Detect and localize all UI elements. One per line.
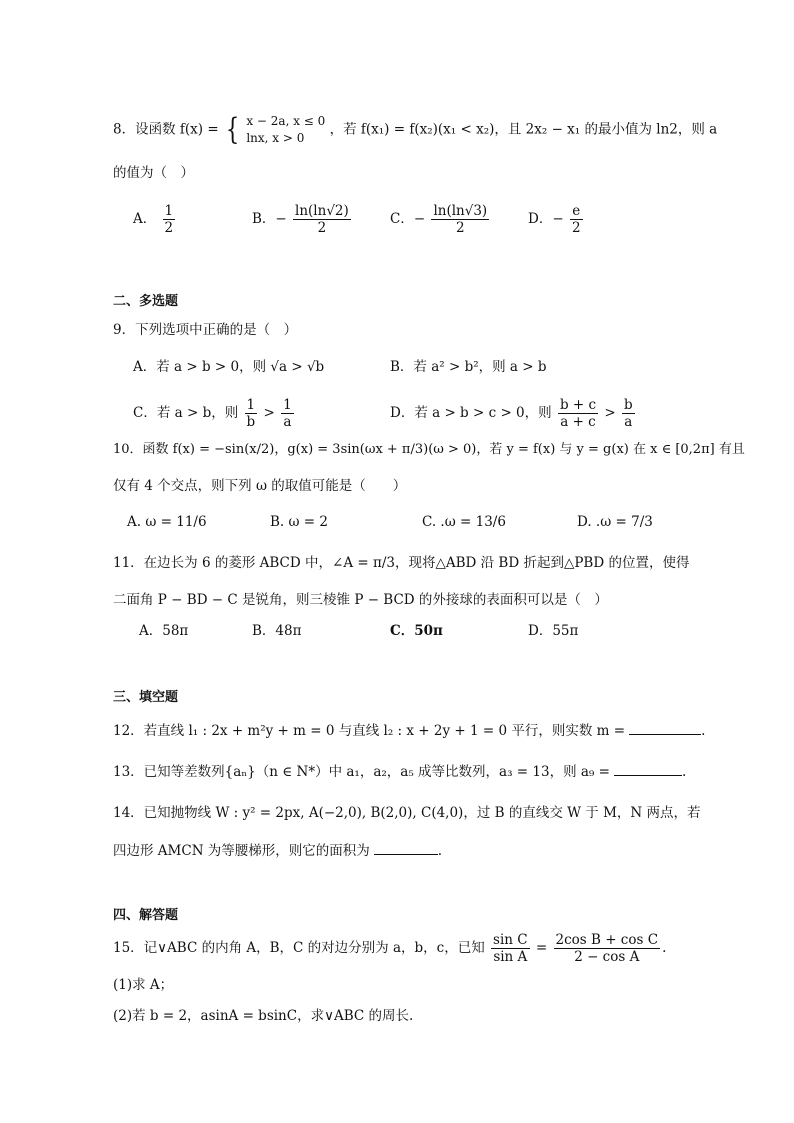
q10-continuation: 仅有 4 个交点，则下列 ω 的取值可能是（ ）: [113, 478, 407, 494]
q11-continuation: 二面角 P − BD − C 是锐角，则三棱锥 P − BCD 的外接球的表面积可以是（ ）: [113, 592, 608, 608]
q10-option-a: A. ω = 11/6: [127, 514, 207, 530]
q8-option-a: A． $\frac{1}{2}$: [133, 203, 174, 236]
brace-symbol: {: [225, 112, 240, 147]
q11-option-d: D．55π: [528, 623, 579, 639]
q15-part-2: (2)若 b = 2，asinA = bsinC，求∨ABC 的周长.: [113, 1008, 414, 1024]
q10-option-c: C. .ω = 13/6: [422, 514, 506, 530]
q11-option-b: B．48π: [252, 623, 302, 639]
answer-blank[interactable]: [629, 720, 701, 735]
answer-blank[interactable]: [374, 840, 438, 855]
section-heading-solutions: 四、解答题: [113, 908, 179, 923]
q11-stem: 11．在边长为 6 的菱形 ABCD 中，∠A = π/3，现将△ABD 沿 BD 折起到△PBD 的位置，使得: [113, 555, 690, 571]
q10-option-b: B. ω = 2: [270, 514, 328, 530]
q8-stem: 8．设函数 f(x) = { x − 2a, x ≤ 0 lnx, x > 0 ，若 f(x₁) = f(x₂)(x₁ < x₂)，且 2x₂ − x₁ 的最小值为 ln2，则 a: [113, 112, 718, 147]
q9-option-a: A．若 a > b > 0，则 √a > √b: [133, 359, 325, 375]
q9-option-b: B．若 a² > b²，则 a > b: [390, 359, 547, 375]
q15-part-1: (1)求 A；: [113, 977, 174, 993]
q10-stem: 10．函数 f(x) = −sin(x/2)，g(x) = 3sin(ωx + π/3)(ω > 0)，若 y = f(x) 与 y = g(x) 在 x ∈ [0,2π] 有且: [113, 442, 745, 457]
q12-stem: 12．若直线 l₁ : 2x + m²y + m = 0 与直线 l₂ : x + 2y + 1 = 0 平行，则实数 m = .: [113, 720, 705, 741]
q8-option-b: B．− $\frac{\ln(\ln√2)}{2}$: [252, 203, 349, 236]
q10-option-d: D. .ω = 7/3: [577, 514, 653, 530]
section-heading-fill-in: 三、填空题: [113, 690, 179, 705]
q14-continuation: 四边形 AMCN 为等腰梯形，则它的面积为 .: [113, 840, 442, 861]
q11-option-c: C．50π: [390, 623, 443, 639]
q13-stem: 13．已知等差数列{aₙ}（n ∈ N*）中 a₁，a₂，a₅ 成等比数列，a₃ = 13，则 a₉ = .: [113, 761, 686, 782]
q8-option-d: D．− $\frac{e}{2}$: [528, 203, 581, 236]
q9-stem: 9．下列选项中正确的是（ ）: [113, 322, 298, 338]
q14-stem: 14．已知抛物线 W : y² = 2px, A(−2,0), B(2,0), C(4,0)，过 B 的直线交 W 于 M，N 两点，若: [113, 805, 701, 821]
q8-continuation: 的值为（ ）: [113, 165, 194, 181]
q15-stem: 15．记∨ABC 的内角 A，B，C 的对边分别为 a，b，c，已知 $\frac{\text{sin C}}{\text{sin A}}$ = $\frac{\text{2cos B + cos C}}{\text{2 − cos A}}$ .: [113, 932, 667, 965]
q11-option-a: A．58π: [139, 623, 189, 639]
piecewise-cases: x − 2a, x ≤ 0 lnx, x > 0: [246, 114, 326, 145]
answer-blank[interactable]: [614, 761, 682, 776]
q9-option-d: D．若 a > b > c > 0，则 $\frac{b + c}{a + c}$ > $\frac{b}{a}$: [390, 397, 633, 430]
q9-option-c: C．若 a > b，则 $\frac{1}{b}$ > $\frac{1}{a}$: [133, 397, 292, 430]
q8-option-c: C．− $\frac{\ln(\ln√3)}{2}$: [390, 203, 488, 236]
section-heading-multiple-choice: 二、多选题: [113, 294, 179, 309]
